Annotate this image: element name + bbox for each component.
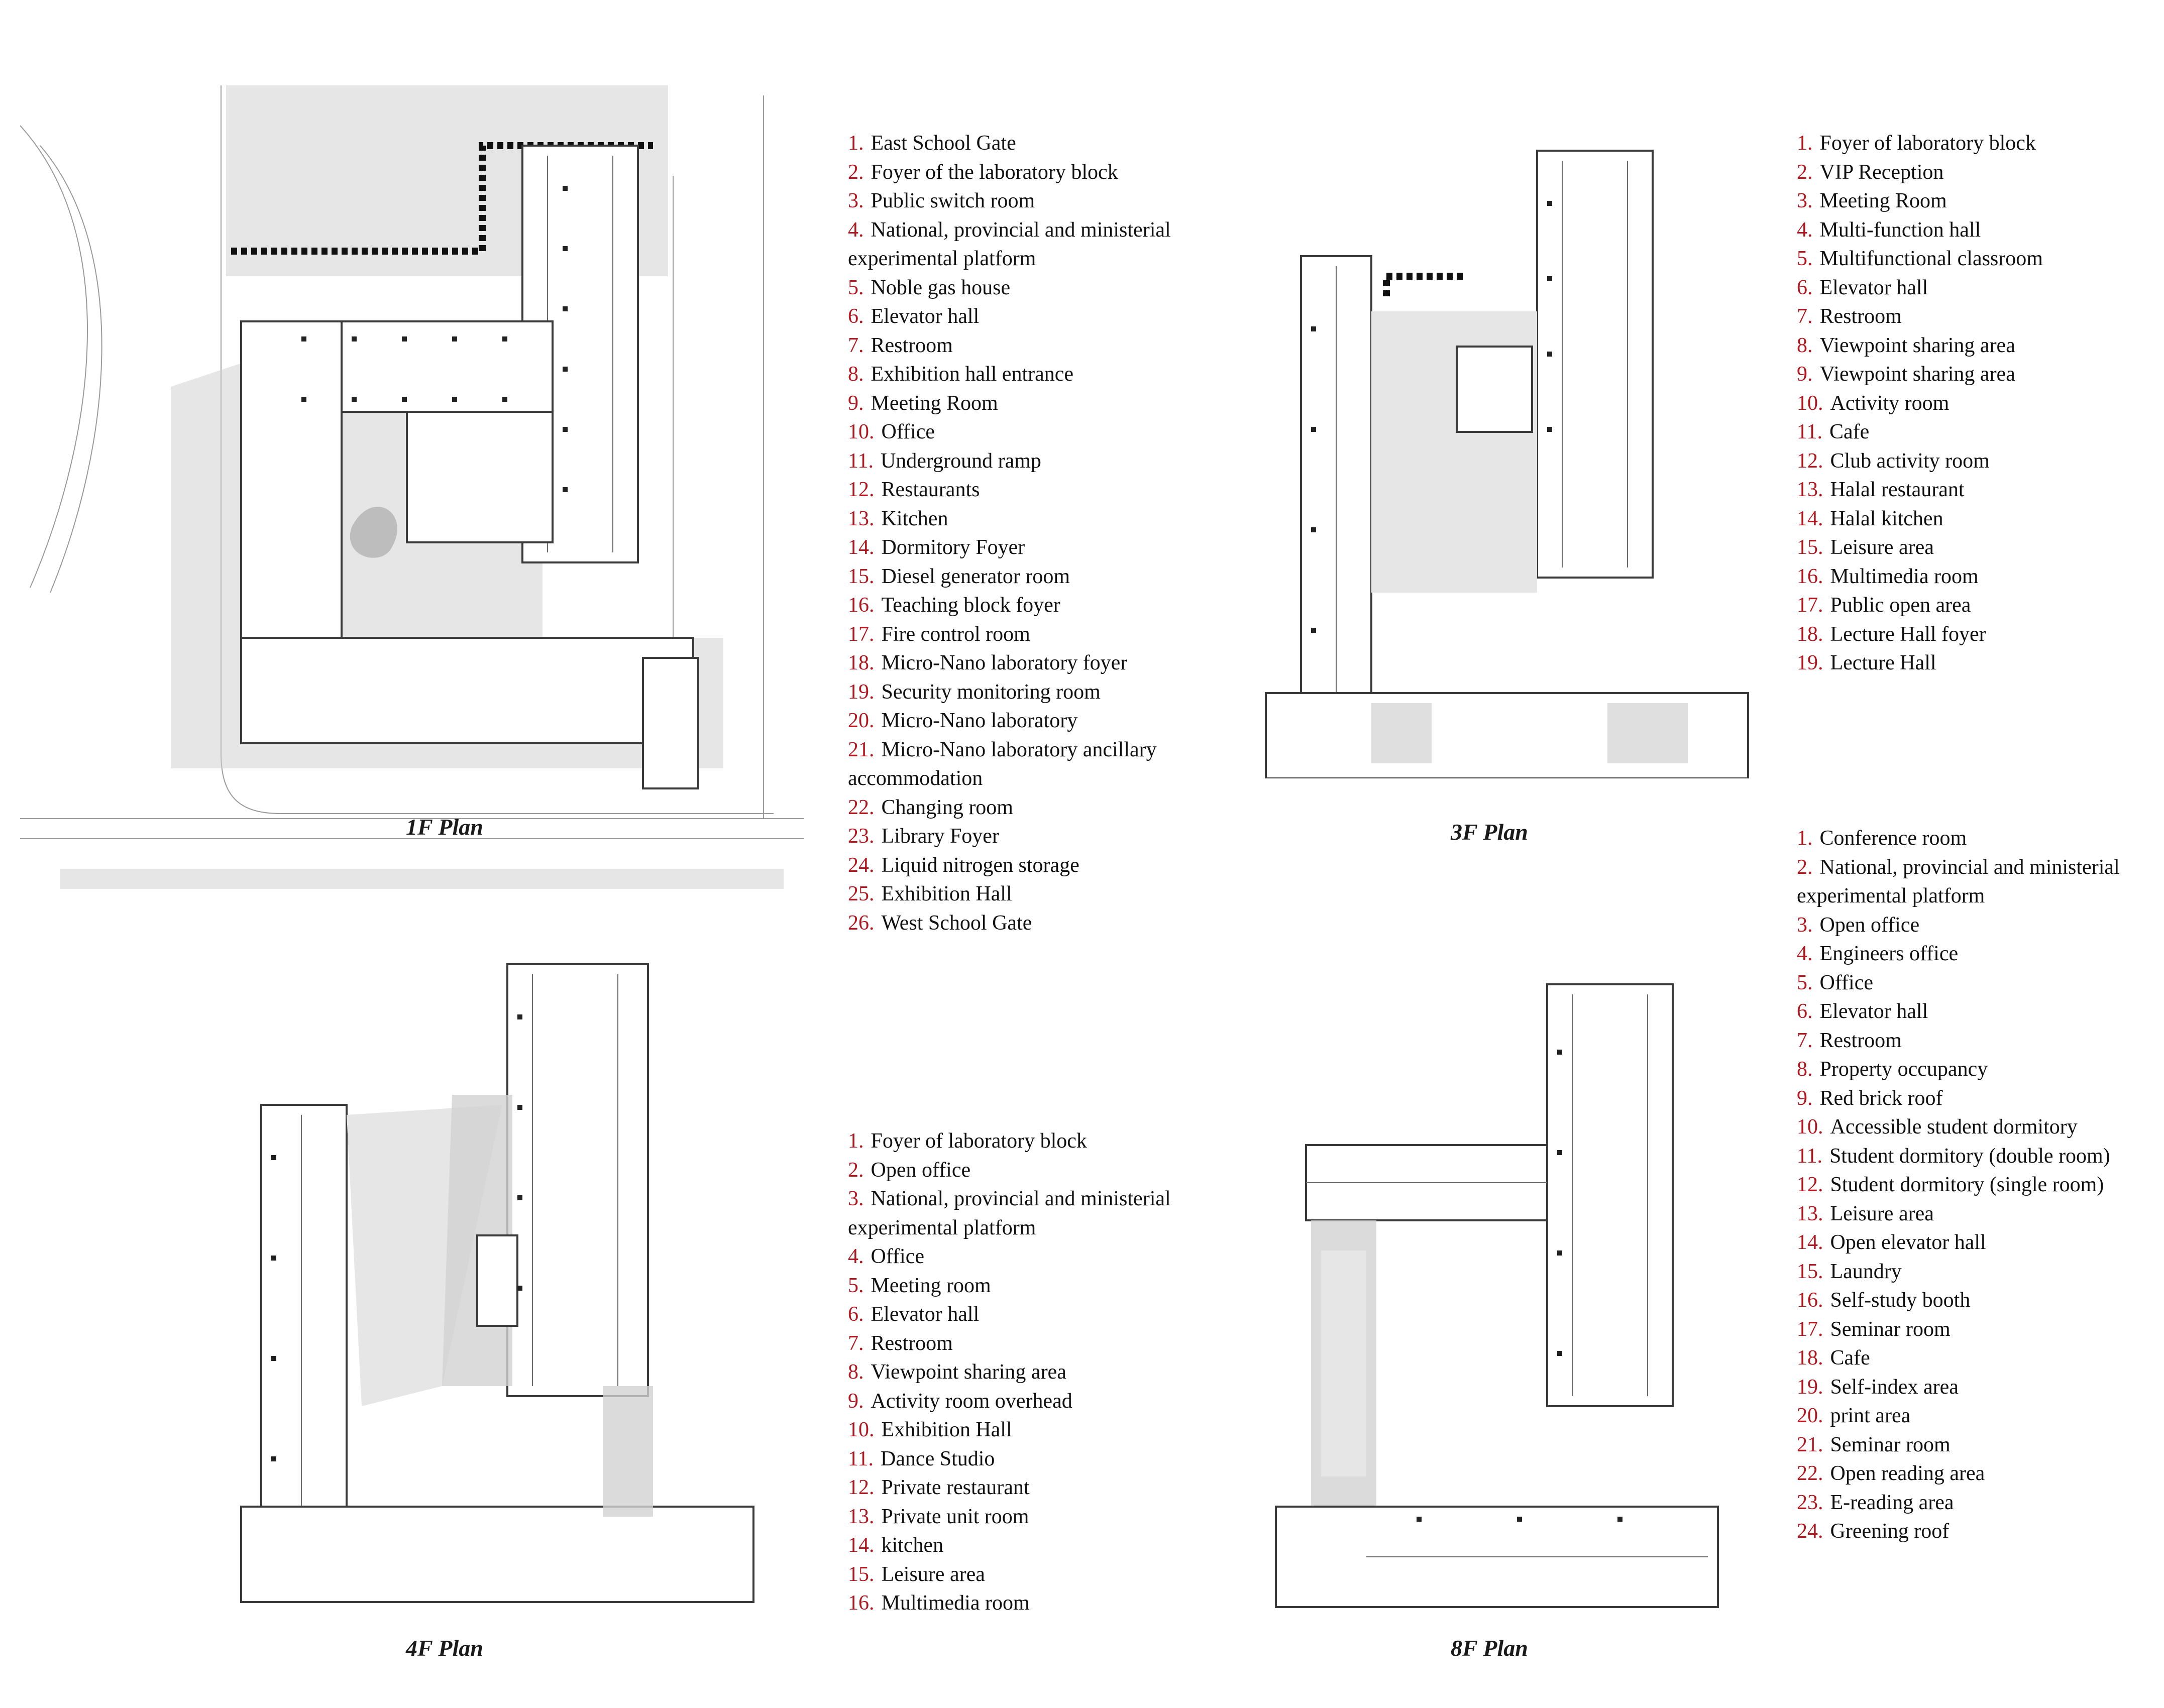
legend-item-number: 14. [1797,507,1823,530]
legend-item-number: 15. [848,564,875,588]
legend-item [848,331,1200,361]
legend-item-label: Open reading area [1830,1462,1985,1485]
legend-item-label: Open elevator hall [1830,1231,1986,1254]
legend-item-label: Public open area [1830,594,1971,617]
legend-3f [1797,129,2148,678]
legend-item-label: Property occupancy [1819,1058,1988,1081]
legend-item-number: 19. [1797,1375,1823,1399]
legend-item [1797,562,2148,592]
floor-plan-8f-drawing [1266,974,1748,1637]
legend-item-number: 8. [848,363,864,386]
legend-item [1797,505,2148,534]
legend-item [848,1416,1200,1445]
legend-item-number: 16. [1797,564,1823,588]
legend-item-label: Seminar room [1830,1317,1951,1341]
legend-item-number: 19. [1797,651,1823,674]
legend-item [848,880,1200,909]
legend-item-label: East School Gate [871,132,1016,155]
legend-item-number: 4. [848,218,864,242]
legend-item-number: 4. [848,1245,864,1268]
legend-item-label: Elevator hall [871,1303,980,1326]
legend-item-number: 9. [848,1389,864,1413]
legend-item [1797,997,2148,1027]
legend-item-label: Cafe [1829,420,1870,443]
legend-item [848,216,1200,274]
legend-item [848,1589,1200,1618]
legend-item [1797,389,2148,418]
legend-item [1797,1402,2148,1431]
legend-item-number: 5. [1797,247,1813,270]
floor-plan-3f-drawing [1256,126,1758,778]
legend-item [1797,1431,2148,1460]
legend-item-label: Foyer of the laboratory block [871,160,1118,184]
legend-item-number: 12. [1797,1173,1823,1196]
legend-item-number: 11. [848,449,874,473]
legend-item-label: Restroom [871,333,953,357]
legend-item-label: Elevator hall [1819,276,1928,299]
legend-item [848,1503,1200,1532]
legend-item-number: 23. [848,825,875,848]
legend-item-label: Multimedia room [1830,564,1979,588]
legend-item [848,1387,1200,1416]
legend-item-number: 17. [1797,1317,1823,1341]
legend-item [848,476,1200,505]
legend-item-label: Dormitory Foyer [881,536,1025,559]
legend-item [1797,129,2148,158]
legend-item-number: 22. [848,795,875,819]
legend-item-label: Private unit room [881,1505,1029,1528]
legend-item-label: Multi-function hall [1819,218,1981,242]
legend-item-number: 13. [1797,478,1823,501]
legend-item-number: 16. [1797,1289,1823,1312]
legend-item [848,447,1200,476]
legend-item-number: 12. [1797,449,1823,473]
legend-item-number: 7. [848,333,864,357]
legend-item-number: 4. [1797,942,1813,965]
legend-item [848,129,1200,158]
legend-item-label: Conference room [1819,827,1967,850]
legend-item-number: 1. [1797,827,1813,850]
legend-item [1797,649,2148,678]
legend-item-label: Underground ramp [880,449,1041,473]
legend-item-number: 5. [848,276,864,299]
legend-item-number: 5. [848,1274,864,1297]
legend-item [848,418,1200,447]
legend-item-number: 16. [848,1591,875,1615]
legend-item-number: 13. [848,1505,875,1528]
legend-item [848,591,1200,620]
legend-item-label: Activity room overhead [871,1389,1072,1413]
legend-item-label: Halal kitchen [1830,507,1943,530]
legend-item [848,1156,1200,1185]
legend-item-number: 3. [1797,913,1813,937]
legend-item-label: Multifunctional classroom [1819,247,2043,270]
legend-item-label: Micro-Nano laboratory foyer [881,651,1128,674]
legend-item-label: Self-index area [1830,1375,1959,1399]
legend-item-label: Dance Studio [880,1447,995,1470]
legend-item [848,1242,1200,1272]
legend-item-number: 17. [1797,594,1823,617]
legend-item-number: 8. [1797,1058,1813,1081]
legend-item [1797,1113,2148,1142]
legend-item-label: Office [881,420,935,443]
legend-item [848,533,1200,562]
legend-item-label: Lecture Hall [1830,651,1936,674]
legend-item [848,1445,1200,1474]
legend-item [1797,1027,2148,1056]
legend-item-number: 10. [1797,1115,1823,1138]
legend-item-number: 7. [1797,1029,1813,1052]
legend-item [1797,911,2148,940]
legend-item-number: 22. [1797,1462,1823,1485]
legend-item-number: 15. [1797,536,1823,559]
legend-item-number: 20. [848,709,875,732]
legend-item [848,1531,1200,1560]
floor-plan-4f-drawing [231,954,794,1617]
legend-item-number: 10. [848,1418,875,1441]
legend-item-label: Foyer of laboratory block [871,1129,1087,1153]
legend-item-label: Halal restaurant [1830,478,1965,501]
legend-item-number: 11. [1797,1144,1822,1168]
plan-title-1f: 1F Plan [406,814,483,840]
legend-item [1797,1459,2148,1489]
legend-item [848,620,1200,649]
legend-item-label: Elevator hall [1819,1000,1928,1023]
legend-item-label: Leisure area [1830,1202,1934,1225]
legend-item-label: Lecture Hall foyer [1830,622,1986,646]
legend-item-number: 8. [1797,333,1813,357]
legend-item [1797,1373,2148,1402]
legend-item-number: 3. [1797,189,1813,212]
legend-4f [848,1127,1200,1618]
legend-item-label: Meeting Room [1819,189,1947,212]
legend-item [848,1300,1200,1329]
legend-item [848,302,1200,331]
legend-item-number: 12. [848,478,875,501]
legend-item [1797,447,2148,476]
legend-item-label: Viewpoint sharing area [871,1360,1066,1384]
legend-item-number: 6. [1797,1000,1813,1023]
legend-item-label: National, provincial and ministerial experimental platform [848,1187,1171,1239]
legend-item-number: 21. [848,738,875,761]
legend-item-number: 14. [848,536,875,559]
legend-item-number: 24. [1797,1520,1823,1543]
legend-item-label: Restroom [871,1331,953,1355]
legend-item-label: Student dormitory (double room) [1829,1144,2110,1168]
legend-item [848,909,1200,938]
legend-item [1797,476,2148,505]
legend-item-label: West School Gate [881,911,1032,935]
legend-item-number: 11. [848,1447,874,1470]
legend-item-label: Fire control room [881,622,1030,646]
legend-item-number: 17. [848,622,875,646]
legend-item [848,793,1200,823]
legend-item [848,649,1200,678]
legend-item-label: Elevator hall [871,305,980,328]
legend-item-label: kitchen [881,1534,944,1557]
legend-item-number: 9. [1797,1086,1813,1110]
legend-item [1797,1344,2148,1373]
legend-item [1797,824,2148,853]
legend-item-label: Diesel generator room [881,564,1070,588]
legend-item-number: 9. [848,391,864,415]
legend-item [848,678,1200,707]
legend-item-number: 1. [848,1129,864,1153]
legend-item-number: 7. [1797,305,1813,328]
legend-item-label: Engineers office [1819,942,1959,965]
legend-item [1797,591,2148,620]
legend-item-number: 2. [1797,160,1813,184]
legend-item-number: 10. [1797,391,1823,415]
legend-item-label: Restroom [1819,1029,1902,1052]
legend-item-label: National, provincial and ministerial experimental platform [848,218,1171,270]
legend-item-label: Accessible student dormitory [1830,1115,2078,1138]
legend-item-number: 6. [1797,276,1813,299]
legend-item [1797,1286,2148,1315]
legend-item-label: Student dormitory (single room) [1830,1173,2104,1196]
legend-item [848,851,1200,880]
legend-item-number: 18. [848,651,875,674]
legend-item-label: Library Foyer [881,825,999,848]
legend-item-label: Security monitoring room [881,680,1101,704]
legend-item-number: 10. [848,420,875,443]
legend-item [1797,620,2148,649]
legend-item-number: 15. [848,1562,875,1586]
legend-item-number: 25. [848,882,875,905]
legend-item [1797,1517,2148,1546]
legend-item-label: Red brick roof [1819,1086,1943,1110]
legend-item [848,562,1200,592]
legend-1f [848,129,1200,938]
legend-item-label: Restroom [1819,305,1902,328]
legend-item [1797,418,2148,447]
plan-title-3f: 3F Plan [1451,819,1528,845]
legend-item [848,1560,1200,1589]
legend-item-number: 13. [848,507,875,530]
legend-item-number: 11. [1797,420,1822,443]
legend-item-number: 18. [1797,1346,1823,1370]
legend-item [1797,1228,2148,1258]
legend-item [1797,1489,2148,1518]
legend-item-number: 1. [848,132,864,155]
legend-item-label: Open office [871,1158,971,1182]
legend-item-label: Liquid nitrogen storage [881,853,1079,877]
legend-item [848,1329,1200,1358]
legend-item-label: Multimedia room [881,1591,1030,1615]
legend-item [848,1358,1200,1387]
legend-item-label: Meeting room [871,1274,991,1297]
legend-item-label: Noble gas house [871,276,1011,299]
legend-item-label: Exhibition Hall [881,882,1012,905]
legend-item-label: Leisure area [1830,536,1934,559]
legend-item-number: 1. [1797,132,1813,155]
legend-item [848,736,1200,793]
legend-item-label: Office [1819,971,1873,994]
legend-8f [1797,824,2148,1546]
legend-item-number: 16. [848,594,875,617]
legend-item [1797,533,2148,562]
legend-item [848,1272,1200,1301]
legend-item-number: 8. [848,1360,864,1384]
legend-item-label: Viewpoint sharing area [1819,363,2015,386]
legend-item-label: Micro-Nano laboratory [881,709,1078,732]
legend-item [1797,158,2148,187]
legend-item [1797,1055,2148,1084]
legend-item [848,360,1200,389]
legend-item [1797,302,2148,331]
legend-item [848,1473,1200,1503]
legend-item [848,187,1200,216]
legend-item-number: 18. [1797,622,1823,646]
legend-item-number: 20. [1797,1404,1823,1427]
legend-item [848,707,1200,736]
legend-item-number: 26. [848,911,875,935]
legend-item-number: 24. [848,853,875,877]
legend-item [1797,274,2148,303]
legend-item [848,389,1200,418]
legend-item-number: 7. [848,1331,864,1355]
legend-item-label: VIP Reception [1819,160,1944,184]
legend-item-label: Teaching block foyer [881,594,1060,617]
legend-item-label: Public switch room [871,189,1035,212]
legend-item [1797,1315,2148,1344]
legend-item-number: 23. [1797,1491,1823,1514]
legend-item [848,158,1200,187]
legend-item-number: 2. [1797,855,1813,879]
legend-item-number: 2. [848,1158,864,1182]
legend-item-label: Meeting Room [871,391,998,415]
legend-item-label: Laundry [1830,1260,1902,1283]
legend-item-label: E-reading area [1830,1491,1954,1514]
legend-item-label: Greening roof [1830,1520,1950,1543]
legend-item [848,505,1200,534]
legend-item-label: Exhibition Hall [881,1418,1012,1441]
legend-item [1797,331,2148,361]
legend-item-label: Leisure area [881,1562,985,1586]
legend-item [1797,1171,2148,1200]
legend-item [1797,1142,2148,1171]
legend-item-label: Activity room [1830,391,1950,415]
legend-item [1797,940,2148,969]
legend-item [1797,1258,2148,1287]
legend-item-label: Seminar room [1830,1433,1951,1456]
legend-item [1797,360,2148,389]
legend-item [1797,245,2148,274]
legend-item-number: 6. [848,1303,864,1326]
legend-item-label: Club activity room [1830,449,1990,473]
plan-title-4f: 4F Plan [406,1635,483,1661]
legend-item-label: Office [871,1245,924,1268]
legend-item [1797,1200,2148,1229]
legend-item-label: Restaurants [881,478,980,501]
legend-item-label: Cafe [1830,1346,1870,1370]
legend-item-label: Kitchen [881,507,948,530]
legend-item-number: 12. [848,1476,875,1499]
floor-plan-1f-drawing [20,85,804,889]
legend-item [848,822,1200,851]
legend-item-label: Exhibition hall entrance [871,363,1074,386]
legend-item-number: 4. [1797,218,1813,242]
legend-item-number: 3. [848,1187,864,1210]
legend-item-label: Micro-Nano laboratory ancillary accommodation [848,738,1157,790]
legend-item [848,274,1200,303]
legend-item [1797,187,2148,216]
legend-item [848,1127,1200,1156]
legend-item-number: 3. [848,189,864,212]
legend-item-number: 15. [1797,1260,1823,1283]
legend-item-number: 6. [848,305,864,328]
legend-item-number: 14. [1797,1231,1823,1254]
legend-item [1797,216,2148,245]
legend-item [1797,853,2148,911]
legend-item-label: Changing room [881,795,1013,819]
legend-item-label: National, provincial and ministerial experimental platform [1797,855,2120,907]
legend-item-label: Viewpoint sharing area [1819,333,2015,357]
legend-item-label: Private restaurant [881,1476,1030,1499]
legend-item-number: 13. [1797,1202,1823,1225]
legend-item [1797,1084,2148,1113]
legend-item-label: Open office [1819,913,1920,937]
plan-title-8f: 8F Plan [1451,1635,1528,1661]
legend-item-number: 14. [848,1534,875,1557]
legend-item-label: print area [1830,1404,1911,1427]
legend-item-number: 9. [1797,363,1813,386]
legend-item-label: Foyer of laboratory block [1819,132,2036,155]
legend-item-number: 5. [1797,971,1813,994]
legend-item-label: Self-study booth [1830,1289,1971,1312]
legend-item-number: 19. [848,680,875,704]
legend-item [1797,969,2148,998]
legend-item [848,1185,1200,1242]
legend-item-number: 21. [1797,1433,1823,1456]
legend-item-number: 2. [848,160,864,184]
